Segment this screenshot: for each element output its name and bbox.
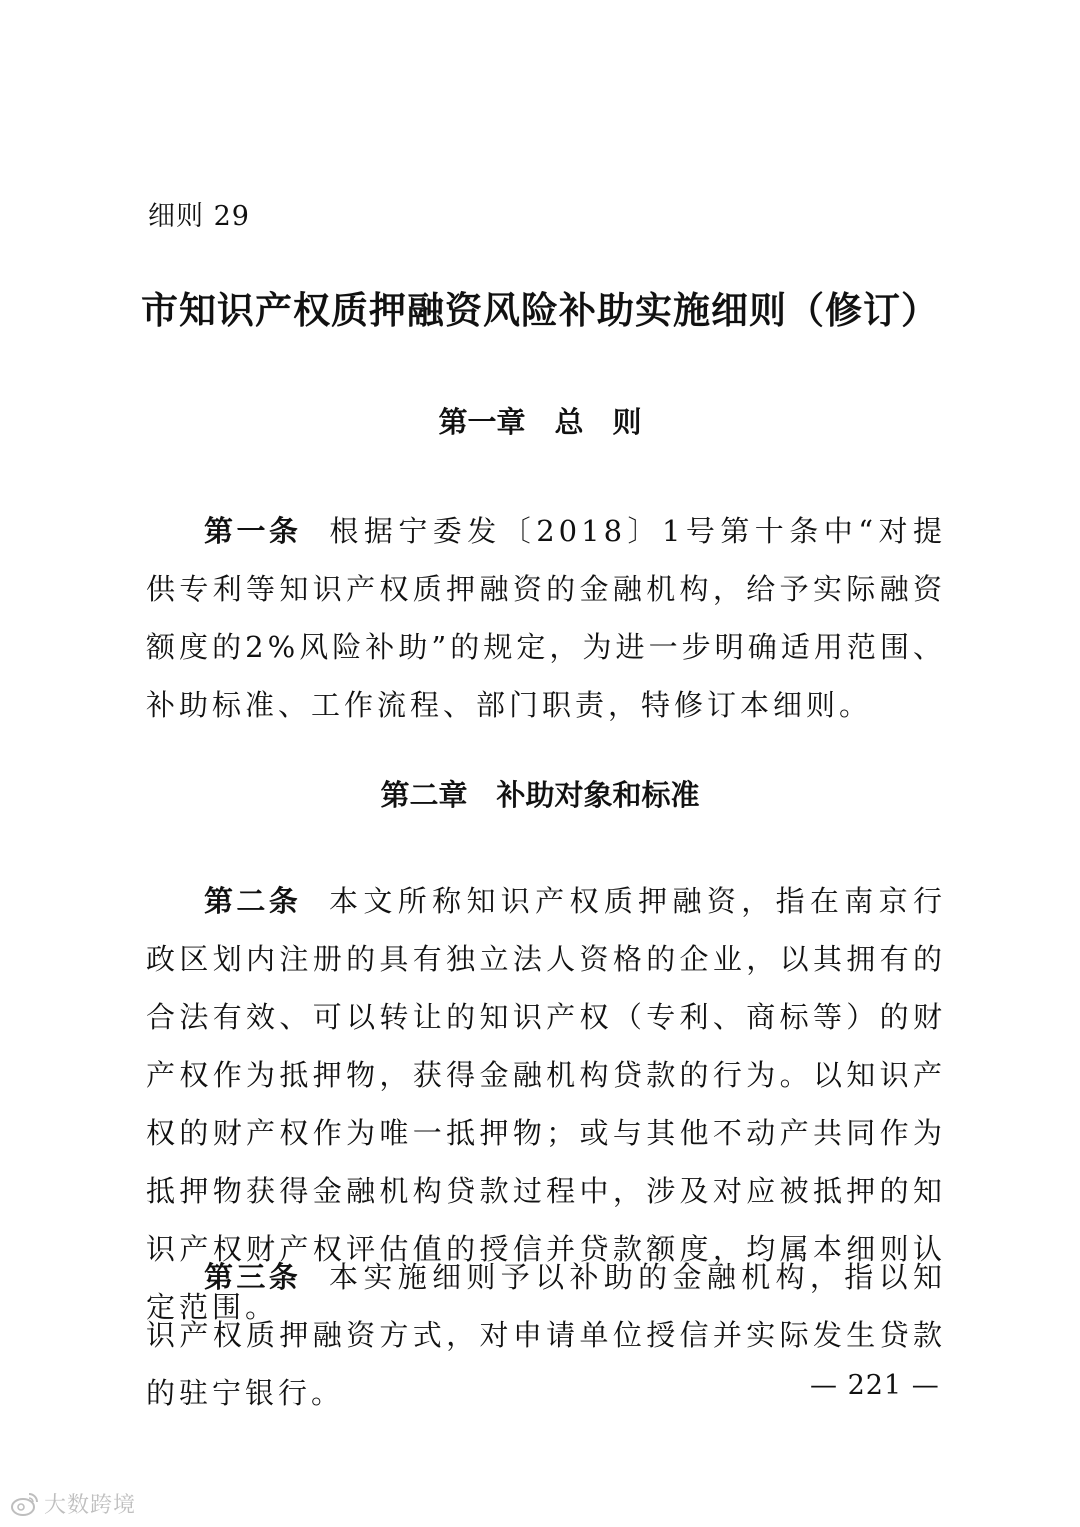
weibo-logo-icon xyxy=(10,1491,40,1517)
watermark xyxy=(10,1488,136,1519)
article-1-text: 根据宁委发〔2018〕1号第十条中“对提供专利等知识产权质押融资的金融机构，给予实际融资额度的2%风险补助”的规定，为进一步明确适用范围、补助标准、工作流程、部门职责，特修订本细则。 xyxy=(146,514,946,722)
article-2-text: 本文所称知识产权质押融资，指在南京行政区划内注册的具有独立法人资格的企业，以其拥有的合法有效、可以转让的知识产权（专利、商标等）的财产权作为抵押物，获得金融机构贷款的行为。以知识产权的财产权作为唯一抵押物；或与其他不动产共同作为抵押物获得金融机构贷款过程中，涉及对应被抵押的知识产权财产权评估值的授信并贷款额度，均属本细则认定范围。 xyxy=(146,884,946,1324)
article-3-text: 本实施细则予以补助的金融机构，指以知识产权质押融资方式，对申请单位授信并实际发生贷款的驻宁银行。 xyxy=(146,1260,946,1410)
chapter-heading-1: 第一章 总 则 xyxy=(438,405,642,439)
chapter-heading-2: 第二章 补助对象和标准 xyxy=(380,778,700,812)
article-3-label: 第三条 xyxy=(204,1260,302,1294)
article-1-label: 第一条 xyxy=(204,514,302,548)
article-2-label: 第二条 xyxy=(204,884,302,918)
article-1 xyxy=(146,502,946,734)
watermark-text: 大数跨境 xyxy=(44,1493,137,1518)
document-label: 细则 29 xyxy=(148,201,250,232)
page-number: — 221 — xyxy=(810,1370,940,1401)
document-title: 市知识产权质押融资风险补助实施细则（修订） xyxy=(141,289,939,332)
